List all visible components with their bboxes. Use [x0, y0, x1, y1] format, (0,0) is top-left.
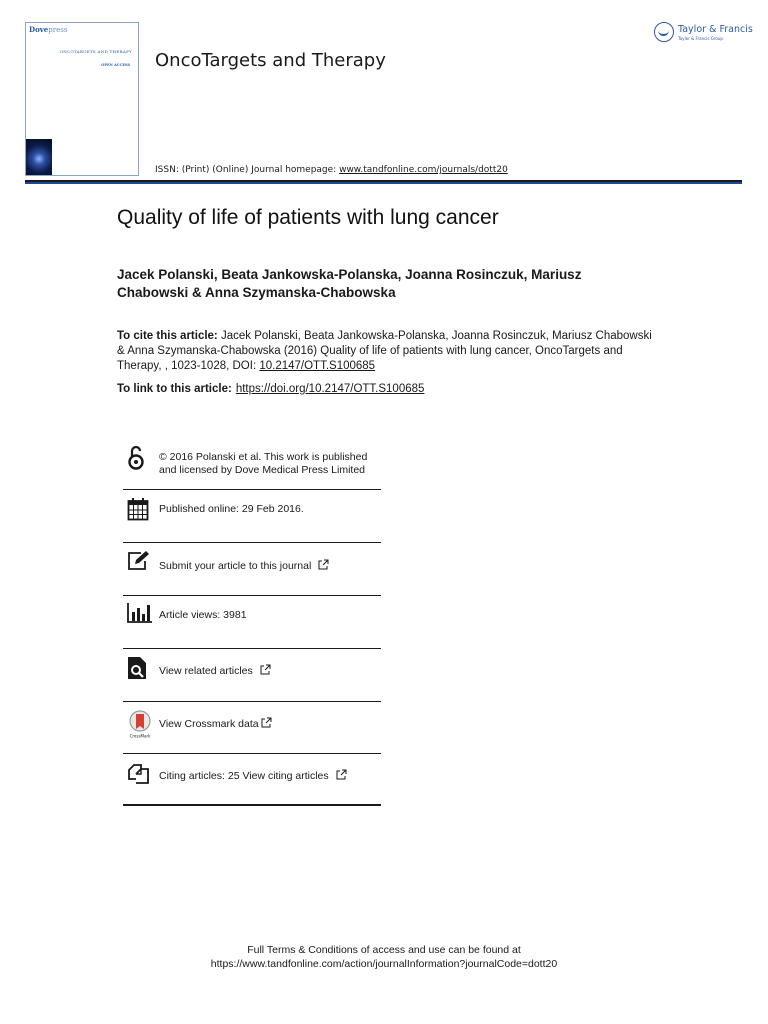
edit-pencil-icon [127, 550, 151, 572]
cover-open-access: OPEN ACCESS [101, 63, 130, 67]
submit-article-row[interactable] [123, 550, 381, 580]
terms-footer [0, 943, 768, 971]
crossmark-link[interactable] [159, 717, 272, 731]
issn-label: ISSN: (Print) (Online) Journal homepage: [155, 165, 340, 175]
journal-cover-thumbnail [25, 22, 139, 176]
external-link-icon [260, 664, 271, 675]
article-doi-url[interactable]: https://doi.org/10.2147/OTT.S100685 [235, 383, 425, 395]
article-views: Article views: 3981 [159, 609, 247, 621]
citation-doi-link[interactable]: 10.2147/OTT.S100685 [259, 360, 376, 372]
info-divider [123, 753, 381, 754]
header-divider-accent [25, 182, 742, 184]
license-text [159, 451, 367, 476]
authors-line-1: Jacek Polanski, Beata Jankowska-Polanska, Joanna Rosinczuk, Mariusz [117, 267, 582, 282]
citation-label: To cite this article: [117, 330, 218, 342]
publisher-group: Taylor & Francis Group [678, 36, 723, 41]
cover-artwork [26, 139, 52, 175]
related-articles-link[interactable] [159, 664, 271, 678]
article-title: Quality of life of patients with lung cancer [117, 206, 499, 229]
document-search-icon [127, 656, 147, 680]
journal-title: OncoTargets and Therapy [155, 50, 386, 71]
submit-article-link[interactable] [159, 559, 329, 573]
license-line-2: and licensed by Dove Medical Press Limited [159, 463, 366, 476]
crossmark-label: View Crossmark data [159, 718, 259, 730]
published-row [123, 497, 381, 527]
info-bottom-rule [123, 804, 381, 806]
taylor-francis-logo-icon [654, 22, 674, 42]
crossmark-icon [126, 709, 154, 739]
info-divider [123, 489, 381, 490]
open-access-lock-icon [127, 445, 145, 471]
journal-homepage-link[interactable]: www.tandfonline.com/journals/dott20 [339, 165, 508, 175]
external-link-icon [336, 769, 347, 780]
info-divider [123, 701, 381, 702]
info-divider [123, 648, 381, 649]
citation-block [117, 329, 657, 374]
info-divider [123, 595, 381, 596]
citing-articles-link[interactable] [159, 769, 347, 783]
footer-line-1: Full Terms & Conditions of access and use can be found at [247, 944, 521, 956]
citing-articles-label: Citing articles: 25 View citing articles [159, 770, 329, 782]
related-articles-label: View related articles [159, 665, 253, 677]
crossmark-row[interactable] [123, 709, 381, 741]
crossmark-badge-label: CrossMark [129, 733, 151, 739]
bar-chart-icon [127, 603, 153, 623]
cover-journal-name: ONCOTARGETS AND THERAPY [59, 49, 132, 54]
authors-line-2: Chabowski & Anna Szymanska-Chabowska [117, 285, 396, 300]
citing-articles-row[interactable] [123, 761, 381, 793]
published-date: Published online: 29 Feb 2016. [159, 503, 304, 515]
info-divider [123, 542, 381, 543]
issn-line [155, 165, 508, 175]
publisher-name: Taylor & Francis [678, 24, 753, 35]
citation-text: Jacek Polanski, Beata Jankowska-Polanska, Joanna Rosinczuk, Mariusz Chabowski & Anna Szymanska-Chabowska (2016) Quality of life of patients with lung cancer, OncoTargets and Therapy, , 1023-1028, DOI: [117, 330, 652, 372]
article-authors [117, 266, 637, 302]
license-row [123, 445, 381, 485]
external-link-icon [318, 559, 329, 570]
calendar-icon [127, 497, 149, 521]
taylor-francis-logo[interactable] [654, 22, 753, 48]
submit-article-label: Submit your article to this journal [159, 560, 312, 572]
related-articles-row[interactable] [123, 656, 381, 686]
article-link-label: To link to this article: [117, 383, 232, 395]
article-views-row [123, 603, 381, 633]
article-link-block [117, 383, 424, 395]
citing-documents-icon [127, 761, 151, 785]
footer-terms-url[interactable]: https://www.tandfonline.com/action/journalInformation?journalCode=dott20 [210, 958, 558, 970]
license-line-1: © 2016 Polanski et al. This work is published [159, 451, 368, 463]
external-link-icon [261, 717, 272, 728]
cover-brand: Dovepress [29, 25, 68, 34]
